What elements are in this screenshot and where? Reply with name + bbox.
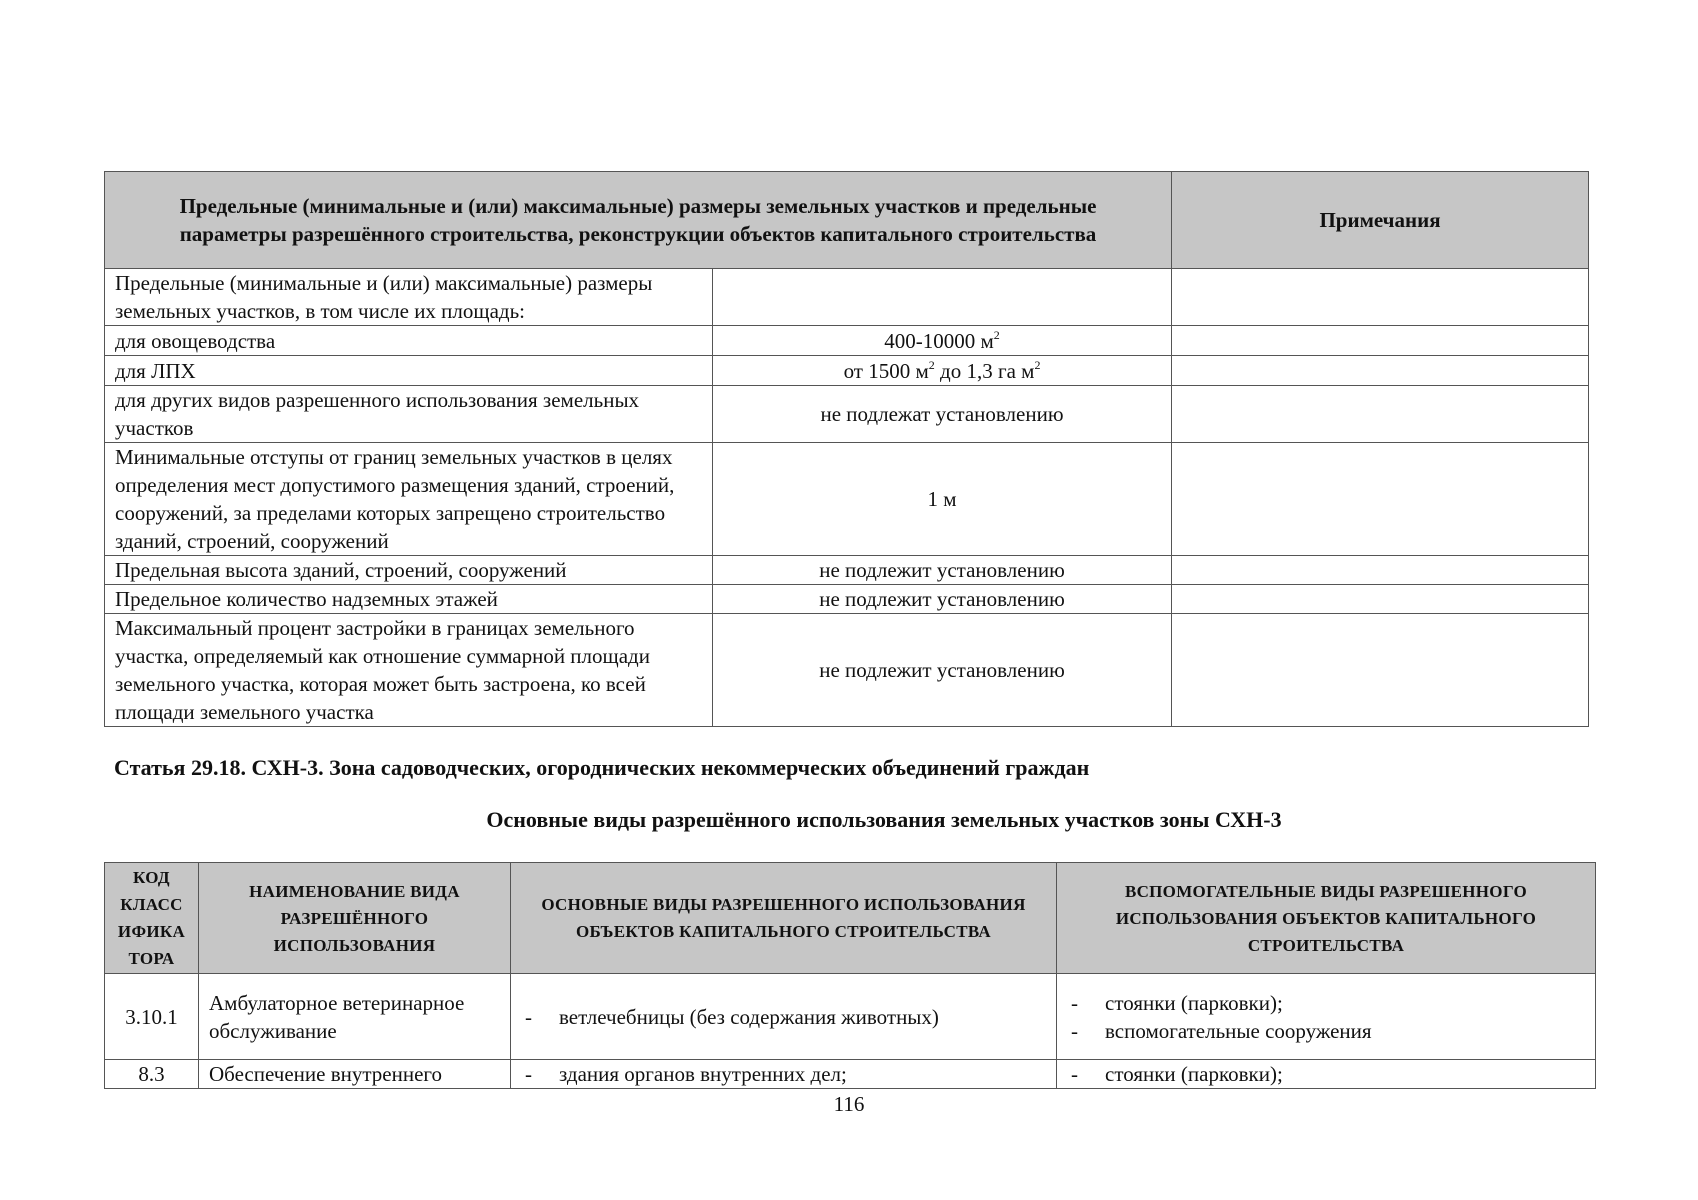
table-row	[105, 326, 1589, 356]
row-value: 400-10000 $м^2$	[713, 326, 1172, 356]
row-main-uses	[511, 1060, 1057, 1089]
row-label: для овощеводства	[105, 326, 713, 356]
section-subheading: Основные виды разрешённого использования земельных участков зоны СХН-3	[486, 807, 1282, 832]
row-label: Минимальные отступы от границ земельных участков в целях определения мест допустимого размещения зданий, строений, сооружений, за пределами которых запрещено строительство зданий, строений, сооружений	[105, 443, 713, 556]
row-note	[1172, 386, 1589, 443]
row-main-uses	[511, 974, 1057, 1060]
table-row	[105, 614, 1589, 727]
dash-bullet: -	[1071, 990, 1078, 1015]
header-use-name: НАИМЕНОВАНИЕ ВИДА РАЗРЕШЁННОГО ИСПОЛЬЗОВАНИЯ	[199, 863, 511, 974]
list-item: - здания органов внутренних дел;	[519, 1060, 1048, 1088]
row-note	[1172, 356, 1589, 386]
list-item: - стоянки (парковки);	[1065, 989, 1587, 1017]
row-note	[1172, 326, 1589, 356]
row-label: Предельные (минимальные и (или) максимальные) размеры земельных участков, в том числе их площадь:	[105, 269, 713, 326]
dash-bullet: -	[525, 1004, 532, 1029]
row-value: не подлежит установлению	[713, 556, 1172, 585]
table-row	[105, 585, 1589, 614]
row-note	[1172, 614, 1589, 727]
row-note	[1172, 556, 1589, 585]
table-header-row	[105, 172, 1589, 269]
dash-bullet: -	[525, 1062, 532, 1086]
parameters-table	[104, 171, 1589, 727]
header-aux-uses: ВСПОМОГАТЕЛЬНЫЕ ВИДЫ РАЗРЕШЕННОГО ИСПОЛЬЗОВАНИЯ ОБЪЕКТОВ КАПИТАЛЬНОГО СТРОИТЕЛЬСТВА	[1057, 863, 1596, 974]
row-label: Максимальный процент застройки в границах земельного участка, определяемый как отношение суммарной площади земельного участка, которая может быть застроена, ко всей площади земельного участка	[105, 614, 713, 727]
row-label: для ЛПХ	[105, 356, 713, 386]
row-code: 8.3	[105, 1060, 199, 1089]
row-value: 1 м	[713, 443, 1172, 556]
row-label: Предельное количество надземных этажей	[105, 585, 713, 614]
row-code: 3.10.1	[105, 974, 199, 1060]
list-item: - ветлечебницы (без содержания животных)	[519, 1003, 1048, 1031]
row-aux-uses	[1057, 974, 1596, 1060]
article-heading: Статья 29.18. СХН-3. Зона садоводческих, огороднических некоммерческих объединений граждан	[114, 755, 1090, 780]
header-main-uses: ОСНОВНЫЕ ВИДЫ РАЗРЕШЕННОГО ИСПОЛЬЗОВАНИЯ ОБЪЕКТОВ КАПИТАЛЬНОГО СТРОИТЕЛЬСТВА	[511, 863, 1057, 974]
row-use-name: Амбулаторное ветеринарное обслуживание	[199, 974, 511, 1060]
header-notes: Примечания	[1172, 172, 1589, 269]
header-parameters: Предельные (минимальные и (или) максимальные) размеры земельных участков и предельные параметры разрешённого строительства, реконструкции объектов капитального строительства	[105, 172, 1172, 269]
dash-bullet: -	[1071, 1018, 1078, 1043]
row-note	[1172, 585, 1589, 614]
table-row	[105, 356, 1589, 386]
row-label: для других видов разрешенного использования земельных участков	[105, 386, 713, 443]
table-row	[105, 269, 1589, 326]
header-code: КОД КЛАСС ИФИКА ТОРА	[105, 863, 199, 974]
table-row	[105, 443, 1589, 556]
page-number: 116	[833, 1092, 865, 1116]
row-value	[713, 269, 1172, 326]
row-value: не подлежит установлению	[713, 585, 1172, 614]
row-value: не подлежат установлению	[713, 386, 1172, 443]
row-value: от 1500 $м^2$ до 1,3 га $м^2$	[713, 356, 1172, 386]
row-note	[1172, 269, 1589, 326]
table-row	[105, 974, 1596, 1060]
row-aux-uses	[1057, 1060, 1596, 1089]
table-row	[105, 1060, 1596, 1089]
land-use-table	[104, 862, 1596, 1089]
row-value: не подлежит установлению	[713, 614, 1172, 727]
row-note	[1172, 443, 1589, 556]
list-item: - стоянки (парковки);	[1065, 1060, 1587, 1088]
list-item: - вспомогательные сооружения	[1065, 1017, 1587, 1045]
table-row	[105, 386, 1589, 443]
table-header-row	[105, 863, 1596, 974]
row-label: Предельная высота зданий, строений, сооружений	[105, 556, 713, 585]
table-row	[105, 556, 1589, 585]
row-use-name: Обеспечение внутреннего	[199, 1060, 511, 1089]
dash-bullet: -	[1071, 1062, 1078, 1086]
